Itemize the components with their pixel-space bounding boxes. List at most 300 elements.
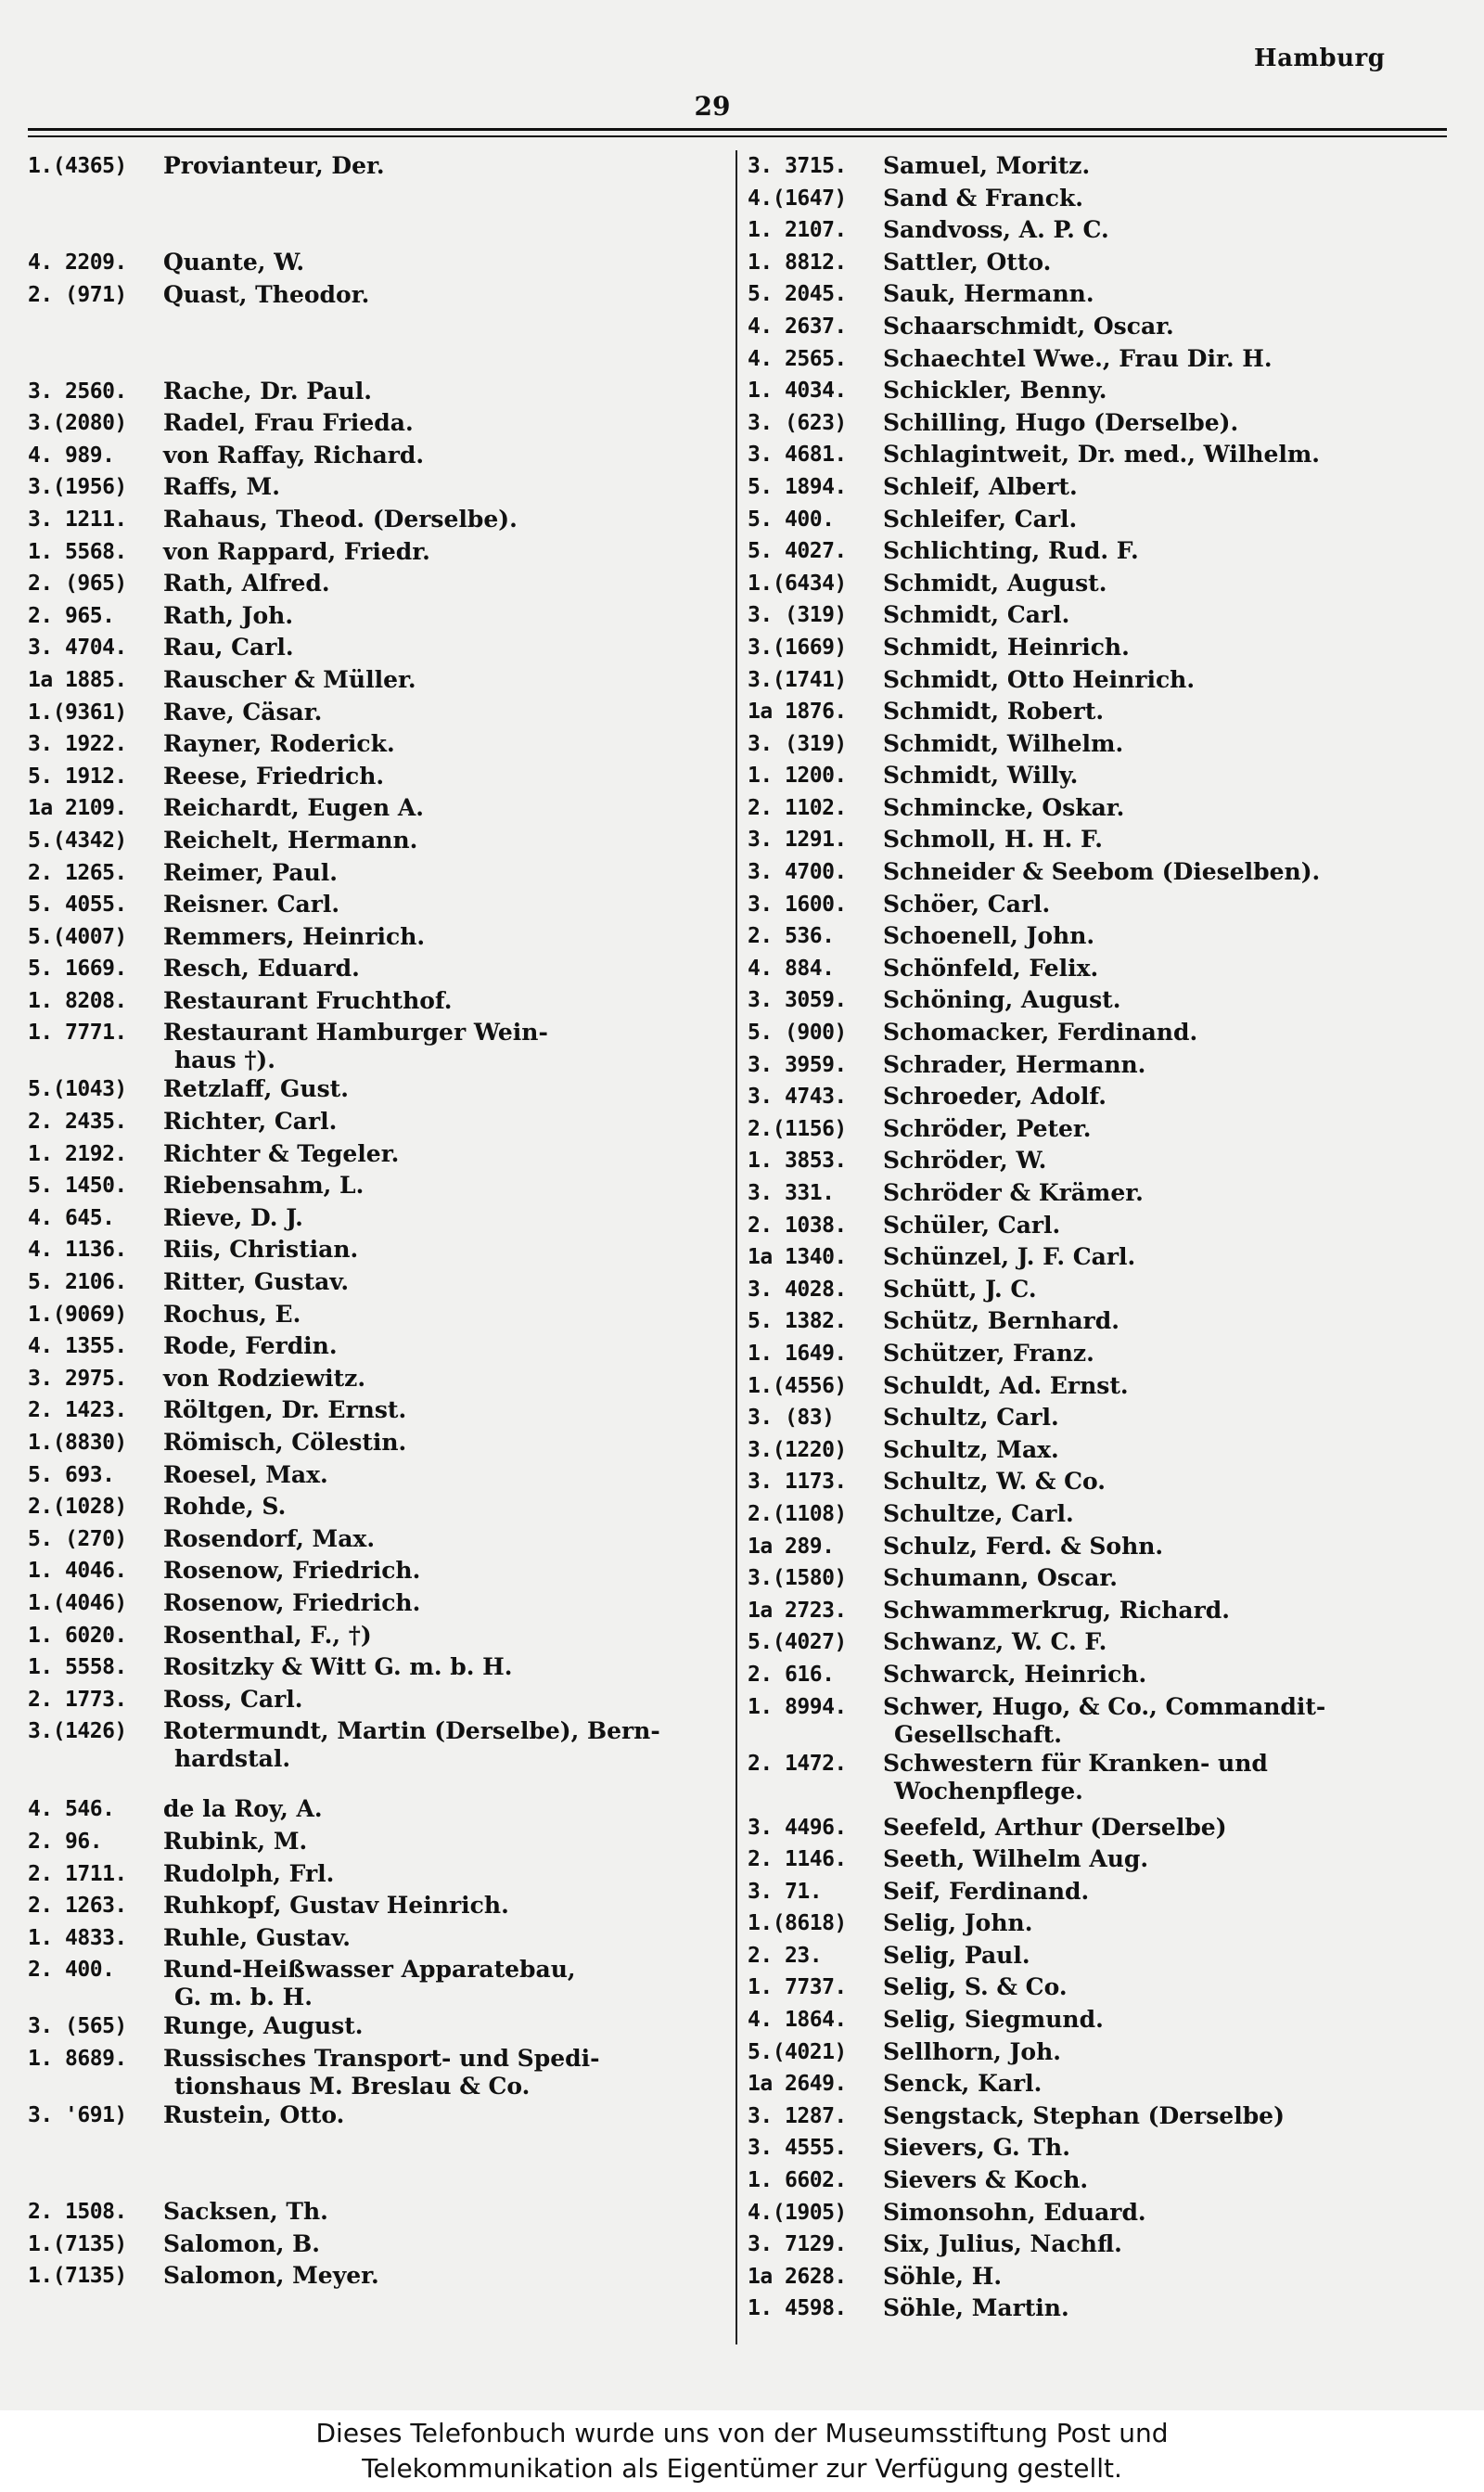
- entry-name-text: Salomon, B.: [163, 2229, 320, 2257]
- entry-name-text: Schröder, W.: [883, 1147, 1047, 1175]
- directory-entry: [748, 1973, 1415, 2006]
- entry-number: 3. 4496.: [748, 1815, 847, 1840]
- directory-entry: [28, 1268, 710, 1301]
- directory-entry: [748, 313, 1415, 345]
- directory-entry: [748, 666, 1415, 699]
- entry-number: 2. 536.: [748, 924, 835, 949]
- entry-name: [883, 1597, 1415, 1625]
- entry-number: 4. 989.: [28, 443, 115, 468]
- directory-entry: [748, 1693, 1415, 1750]
- entry-name: [883, 506, 1415, 533]
- entry-number: 3.(1741): [748, 667, 847, 692]
- entry-name-continuation: Wochenpflege.: [894, 1777, 1083, 1805]
- entry-name: [163, 1268, 710, 1296]
- entry-name-text: Schmidt, Willy.: [883, 762, 1079, 790]
- entry-name-text: Schroeder, Adolf.: [883, 1083, 1107, 1111]
- directory-entry: [28, 2045, 710, 2101]
- entry-name: [883, 1147, 1415, 1175]
- directory-entry: [28, 1892, 710, 1924]
- entry-number: 5. 1382.: [748, 1309, 847, 1334]
- entry-number: 3.(1956): [28, 475, 127, 500]
- directory-entry: [28, 666, 710, 699]
- entry-number: 1. 7771.: [28, 1021, 127, 1046]
- directory-entry: [748, 216, 1415, 249]
- entry-name: [163, 634, 710, 662]
- directory-entry: [28, 634, 710, 666]
- entry-name: [883, 666, 1415, 694]
- entry-name-text: Schütz, Bernhard.: [883, 1307, 1119, 1335]
- entry-name: [163, 1332, 710, 1360]
- directory-entry: [28, 602, 710, 635]
- entry-name-text: Schleifer, Carl.: [883, 505, 1078, 533]
- directory-entry: [28, 1301, 710, 1333]
- directory-entry: [748, 2294, 1415, 2327]
- entry-name-continuation: haus †).: [174, 1047, 275, 1074]
- entry-number: 2.(1156): [748, 1116, 847, 1141]
- entry-name: [163, 987, 710, 1015]
- directory-entry: [748, 1468, 1415, 1500]
- entry-number: 3. (565): [28, 2014, 127, 2039]
- entry-name-text: Rave, Cäsar.: [163, 698, 323, 726]
- directory-entry: [28, 794, 710, 827]
- entry-number: 1. 4034.: [748, 379, 847, 404]
- entry-name: [883, 1436, 1415, 1464]
- entry-number: 1. 1200.: [748, 764, 847, 789]
- entry-name: [163, 794, 710, 822]
- directory-entry: [28, 1019, 710, 1075]
- directory-entry: [28, 1108, 710, 1140]
- entry-name-text: Schulz, Ferd. & Sohn.: [883, 1532, 1164, 1560]
- entry-number: 3. 1287.: [748, 2103, 847, 2128]
- entry-number: 1. 4598.: [748, 2296, 847, 2321]
- directory-entry: [748, 1628, 1415, 1661]
- entry-name: [883, 2230, 1415, 2258]
- entry-name: [163, 2101, 710, 2129]
- entry-name: [883, 1909, 1415, 1937]
- directory-entry: [748, 1340, 1415, 1372]
- entry-name-continuation: tionshaus M. Breslau & Co.: [174, 2072, 531, 2100]
- directory-entry: [28, 1717, 710, 1795]
- directory-entry: [748, 955, 1415, 987]
- entry-number: 3. 331.: [748, 1181, 835, 1205]
- entry-number: 1a 2109.: [28, 796, 127, 821]
- directory-entry: [748, 1564, 1415, 1597]
- region-header: Hamburg: [1254, 45, 1386, 72]
- entry-name-text: Schlagintweit, Dr. med., Wilhelm.: [883, 441, 1321, 469]
- entry-number: 1. 6602.: [748, 2168, 847, 2193]
- entry-name: [883, 2199, 1415, 2227]
- entry-name-text: Riis, Christian.: [163, 1236, 359, 1264]
- entry-number: 5. 1669.: [28, 957, 127, 982]
- entry-name: [883, 409, 1415, 437]
- entry-number: 3. 2560.: [28, 379, 127, 404]
- entry-name-text: Rieve, D. J.: [163, 1203, 303, 1231]
- entry-number: 1. 6020.: [28, 1623, 127, 1648]
- entry-name: [163, 1557, 710, 1585]
- entry-name-text: Rudolph, Frl.: [163, 1859, 335, 1887]
- entry-name-text: Reichardt, Eugen A.: [163, 794, 424, 822]
- entry-name: [163, 827, 710, 854]
- entry-name-text: Schultze, Carl.: [883, 1499, 1074, 1527]
- entry-name: [883, 826, 1415, 854]
- entry-number: 1. 5558.: [28, 1655, 127, 1680]
- entry-name-text: Schoenell, John.: [883, 922, 1095, 950]
- entry-name: [883, 601, 1415, 629]
- entry-number: 2. 1711.: [28, 1861, 127, 1886]
- entry-name-text: Schmidt, Robert.: [883, 698, 1105, 726]
- directory-entry: [748, 826, 1415, 858]
- directory-entry: [748, 441, 1415, 473]
- directory-entry: [28, 1429, 710, 1461]
- entry-number: 3. 3059.: [748, 988, 847, 1013]
- entry-name: [883, 1814, 1415, 1842]
- entry-number: 2. (971): [28, 282, 127, 307]
- entry-number: 5. 2106.: [28, 1270, 127, 1295]
- entry-name-text: Rochus, E.: [163, 1300, 301, 1328]
- entry-name: [883, 1307, 1415, 1335]
- entry-number: 5. (900): [748, 1021, 847, 1046]
- directory-entry: [748, 1019, 1415, 1051]
- directory-entry: [748, 1597, 1415, 1629]
- entry-number: 5. 4027.: [748, 539, 847, 564]
- directory-entry: [28, 891, 710, 923]
- entry-number: 3.(1426): [28, 1719, 127, 1744]
- directory-entry: [28, 763, 710, 795]
- entry-name-text: Ross, Carl.: [163, 1685, 303, 1713]
- entry-name: [163, 923, 710, 951]
- entry-name-text: Seif, Ferdinand.: [883, 1877, 1090, 1905]
- entry-name: [163, 281, 710, 309]
- entry-number: 2. 1472.: [748, 1751, 847, 1776]
- directory-entry: [28, 1172, 710, 1204]
- entry-number: 1.(4556): [748, 1373, 847, 1398]
- entry-name-text: Samuel, Moritz.: [883, 152, 1091, 179]
- directory-entry: [748, 2230, 1415, 2263]
- entry-number: 3. '691): [28, 2102, 127, 2127]
- directory-entry: [748, 2070, 1415, 2102]
- entry-name: [883, 1661, 1415, 1689]
- entry-number: 3. 1600.: [748, 892, 847, 917]
- entry-name: [883, 1628, 1415, 1656]
- entry-name: [163, 1622, 710, 1650]
- entry-name-text: Resch, Eduard.: [163, 955, 360, 983]
- directory-entry: [748, 345, 1415, 378]
- directory-entry: [748, 2263, 1415, 2295]
- entry-number: 1. 2107.: [748, 218, 847, 243]
- entry-name-continuation: G. m. b. H.: [174, 1984, 313, 2011]
- entry-name: [883, 2038, 1415, 2066]
- entry-number: 2.(1028): [28, 1495, 127, 1520]
- entry-name: [883, 1878, 1415, 1906]
- entry-name-text: Rache, Dr. Paul.: [163, 377, 372, 405]
- entry-number: 2.(1108): [748, 1501, 847, 1526]
- directory-entry: [28, 827, 710, 859]
- entry-name-text: Schwanz, W. C. F.: [883, 1628, 1107, 1656]
- entry-number: 5. 1894.: [748, 474, 847, 499]
- entry-name-text: Six, Julius, Nachfl.: [883, 2230, 1122, 2258]
- entry-number: 1. 5568.: [28, 539, 127, 564]
- entry-name: [163, 1924, 710, 1952]
- column-divider: [736, 150, 737, 2344]
- entry-number: 5. 4055.: [28, 893, 127, 918]
- directory-entry: [748, 2134, 1415, 2166]
- directory-entry: [748, 1179, 1415, 1212]
- entry-name-text: Radel, Frau Frieda.: [163, 409, 414, 437]
- entry-name: [163, 473, 710, 501]
- entry-number: 1. 3853.: [748, 1149, 847, 1174]
- entry-number: 5. 400.: [748, 507, 835, 532]
- entry-name-text: Rohde, S.: [163, 1493, 287, 1521]
- entry-number: 1. 8208.: [28, 988, 127, 1013]
- entry-name: [163, 570, 710, 597]
- entry-name-text: Rosenow, Friedrich.: [163, 1557, 421, 1585]
- entry-name: [883, 1115, 1415, 1143]
- entry-name-text: Schützer, Franz.: [883, 1339, 1094, 1367]
- entry-name-text: Schmidt, August.: [883, 569, 1107, 597]
- directory-entry: [748, 570, 1415, 602]
- entry-name-text: Schlichting, Rud. F.: [883, 537, 1139, 565]
- directory-entry: [28, 923, 710, 956]
- entry-name-text: Schmidt, Carl.: [883, 601, 1070, 629]
- directory-entry: [748, 1051, 1415, 1084]
- entry-name: [883, 634, 1415, 662]
- entry-name-text: Schleif, Albert.: [883, 472, 1078, 500]
- entry-name: [883, 441, 1415, 469]
- entry-name: [163, 2045, 710, 2100]
- entry-name: [163, 1956, 710, 2011]
- entry-number: 1. 7737.: [748, 1975, 847, 2000]
- entry-name: [163, 1396, 710, 1424]
- entry-name-text: Schmincke, Oskar.: [883, 793, 1125, 821]
- entry-name-text: Schröder & Krämer.: [883, 1179, 1144, 1206]
- directory-entry: [748, 1909, 1415, 1942]
- footer-line-2: Telekommunikation als Eigentümer zur Verfügung gestellt.: [362, 2453, 1122, 2484]
- entry-number: 3. 4555.: [748, 2136, 847, 2161]
- entry-name-text: Runge, August.: [163, 2012, 364, 2040]
- entry-name: [883, 730, 1415, 758]
- entry-number: 2. 616.: [748, 1662, 835, 1687]
- entry-name-text: Selig, Paul.: [883, 1941, 1030, 1969]
- entry-name-text: Raffs, M.: [163, 473, 280, 501]
- entry-number: 3. 4704.: [28, 636, 127, 661]
- entry-name: [163, 1172, 710, 1200]
- entry-name: [163, 152, 710, 180]
- directory-entry: [28, 249, 710, 281]
- directory-entry: [28, 1204, 710, 1237]
- entry-number: 4.(1905): [748, 2200, 847, 2225]
- entry-number: 2. 1773.: [28, 1687, 127, 1712]
- entry-name-text: Remmers, Heinrich.: [163, 922, 426, 950]
- entry-name: [163, 1204, 710, 1232]
- entry-number: 1. 8994.: [748, 1694, 847, 1719]
- entry-number: 2. 1265.: [28, 860, 127, 885]
- directory-entry: [28, 152, 710, 249]
- entry-name-text: Schrader, Hermann.: [883, 1050, 1146, 1078]
- entry-name-text: Russisches Transport- und Spedi-: [163, 2044, 600, 2072]
- entry-name: [883, 955, 1415, 983]
- directory-entry: [748, 152, 1415, 185]
- entry-name-text: Reichelt, Hermann.: [163, 826, 418, 854]
- entry-name-text: Schüler, Carl.: [883, 1211, 1061, 1239]
- directory-entry: [28, 1365, 710, 1397]
- entry-name: [163, 1653, 710, 1681]
- entry-name-text: Sievers, G. Th.: [883, 2134, 1070, 2162]
- entry-number: 3. 4681.: [748, 443, 847, 468]
- entry-name-text: Rund-Heißwasser Apparatebau,: [163, 1956, 576, 1984]
- entry-number: 3. 4028.: [748, 1277, 847, 1302]
- entry-name: [883, 2102, 1415, 2130]
- entry-number: 3.(1220): [748, 1437, 847, 1462]
- directory-entry: [28, 1461, 710, 1494]
- entry-name: [883, 986, 1415, 1014]
- entry-name: [163, 2198, 710, 2226]
- entry-number: 4. 884.: [748, 956, 835, 981]
- entry-name: [883, 1276, 1415, 1304]
- directory-entry: [28, 699, 710, 731]
- entry-number: 3.(2080): [28, 411, 127, 436]
- entry-name: [883, 794, 1415, 822]
- entry-name-text: Sand & Franck.: [883, 184, 1083, 212]
- entry-name-text: von Raffay, Richard.: [163, 441, 425, 469]
- directory-entry: [748, 1276, 1415, 1308]
- directory-entry: [28, 1236, 710, 1268]
- entry-name-text: Ruhle, Gustav.: [163, 1923, 352, 1951]
- entry-name: [163, 1075, 710, 1103]
- entry-name-text: Rahaus, Theod. (Derselbe).: [163, 505, 518, 533]
- entry-name: [163, 1525, 710, 1553]
- entry-number: 5. 1912.: [28, 764, 127, 789]
- entry-name: [883, 858, 1415, 886]
- directory-entry: [748, 537, 1415, 570]
- entry-name-text: Sacksen, Th.: [163, 2197, 328, 2225]
- directory-entry: [28, 1795, 710, 1828]
- entry-name: [163, 2262, 710, 2290]
- entry-name: [163, 1493, 710, 1521]
- entry-name-text: Seeth, Wilhelm Aug.: [883, 1845, 1149, 1873]
- directory-entry: [748, 473, 1415, 506]
- entry-number: 1.(4365): [28, 154, 127, 178]
- entry-name-text: Schultz, Carl.: [883, 1404, 1059, 1432]
- entry-number: 1a 289.: [748, 1534, 835, 1559]
- entry-name-continuation: hardstal.: [174, 1745, 291, 1773]
- entry-name-text: Schultz, Max.: [883, 1435, 1059, 1463]
- entry-number: 1.(9361): [28, 700, 127, 725]
- entry-name: [163, 1429, 710, 1457]
- entry-name: [883, 473, 1415, 501]
- directory-entry: [748, 922, 1415, 955]
- entry-name: [883, 1942, 1415, 1970]
- directory-entry: [748, 506, 1415, 538]
- entry-name-text: Schwarck, Heinrich.: [883, 1660, 1147, 1688]
- directory-entry: [748, 2166, 1415, 2199]
- entry-number: 3. 3715.: [748, 154, 847, 178]
- directory-entry: [28, 2012, 710, 2045]
- entry-number: 2. 2435.: [28, 1110, 127, 1135]
- entry-name-text: Schaarschmidt, Oscar.: [883, 312, 1174, 340]
- entry-name: [163, 859, 710, 887]
- directory-entry: [28, 409, 710, 442]
- entry-name: [163, 1236, 710, 1264]
- entry-name: [163, 1140, 710, 1168]
- entry-number: 1.(8618): [748, 1911, 847, 1936]
- entry-number: 5.(4027): [748, 1630, 847, 1655]
- directory-entry: [748, 730, 1415, 763]
- directory-entry: [748, 891, 1415, 923]
- entry-number: 1a 1876.: [748, 700, 847, 725]
- directory-entry: [28, 1493, 710, 1525]
- entry-number: 3. 71.: [748, 1879, 823, 1904]
- entry-number: 5. (270): [28, 1526, 127, 1551]
- entry-number: 5.(1043): [28, 1077, 127, 1102]
- entry-name-text: Schickler, Benny.: [883, 377, 1107, 405]
- entry-name: [883, 345, 1415, 373]
- entry-number: 3. 1922.: [28, 732, 127, 757]
- directory-entry: [28, 1075, 710, 1108]
- entry-name: [883, 1750, 1415, 1805]
- entry-name-text: Restaurant Fruchthof.: [163, 986, 453, 1014]
- entry-name-text: Schönfeld, Felix.: [883, 954, 1099, 982]
- entry-name-text: Rustein, Otto.: [163, 2100, 345, 2128]
- entry-name-continuation: Gesellschaft.: [894, 1720, 1062, 1748]
- entry-name: [883, 377, 1415, 405]
- directory-entry: [28, 2230, 710, 2263]
- directory-entry: [28, 1956, 710, 2012]
- directory-entry: [28, 473, 710, 506]
- entry-name-text: Riebensahm, L.: [163, 1172, 365, 1200]
- directory-entry: [748, 1083, 1415, 1115]
- entry-number: 1.(4046): [28, 1590, 127, 1615]
- entry-name: [883, 1693, 1415, 1749]
- entry-number: 1. 8812.: [748, 250, 847, 275]
- entry-name-text: Schmidt, Heinrich.: [883, 633, 1130, 661]
- directory-entry: [748, 986, 1415, 1019]
- entry-name: [163, 699, 710, 726]
- entry-number: 1a 2649.: [748, 2072, 847, 2097]
- directory-entry: [28, 1653, 710, 1686]
- left-column: [28, 152, 710, 2294]
- entry-name-text: Sellhorn, Joh.: [883, 2037, 1061, 2065]
- entry-name: [883, 922, 1415, 950]
- entry-name: [163, 1589, 710, 1617]
- entry-number: 2. 1102.: [748, 795, 847, 820]
- entry-name-text: Simonsohn, Eduard.: [883, 2198, 1146, 2226]
- entry-name: [163, 2012, 710, 2040]
- directory-entry: [28, 1396, 710, 1429]
- entry-name-text: Sandvoss, A. P. C.: [883, 216, 1109, 244]
- entry-name: [883, 1372, 1415, 1400]
- entry-name: [883, 185, 1415, 212]
- entry-name-text: Rosenthal, F., †): [163, 1621, 372, 1649]
- entry-name-text: Quante, W.: [163, 249, 305, 276]
- directory-entry: [748, 1500, 1415, 1533]
- entry-number: 2. (965): [28, 572, 127, 597]
- entry-name-text: Richter & Tegeler.: [163, 1139, 400, 1167]
- entry-number: 3.(1669): [748, 635, 847, 660]
- entry-name: [163, 955, 710, 983]
- entry-name-text: Schütt, J. C.: [883, 1275, 1037, 1303]
- entry-name: [163, 1686, 710, 1714]
- entry-name-text: Schumann, Oscar.: [883, 1564, 1118, 1592]
- entry-number: 2. 96.: [28, 1829, 103, 1854]
- entry-name: [163, 1461, 710, 1489]
- entry-name: [883, 249, 1415, 276]
- entry-name-text: Rosendorf, Max.: [163, 1524, 376, 1552]
- entry-name: [163, 1019, 710, 1074]
- entry-name-text: Senck, Karl.: [883, 2070, 1043, 2098]
- directory-entry: [28, 570, 710, 602]
- footer-line-1: Dieses Telefonbuch wurde uns von der Museumsstiftung Post und: [315, 2418, 1169, 2448]
- entry-name-text: Rath, Joh.: [163, 601, 294, 629]
